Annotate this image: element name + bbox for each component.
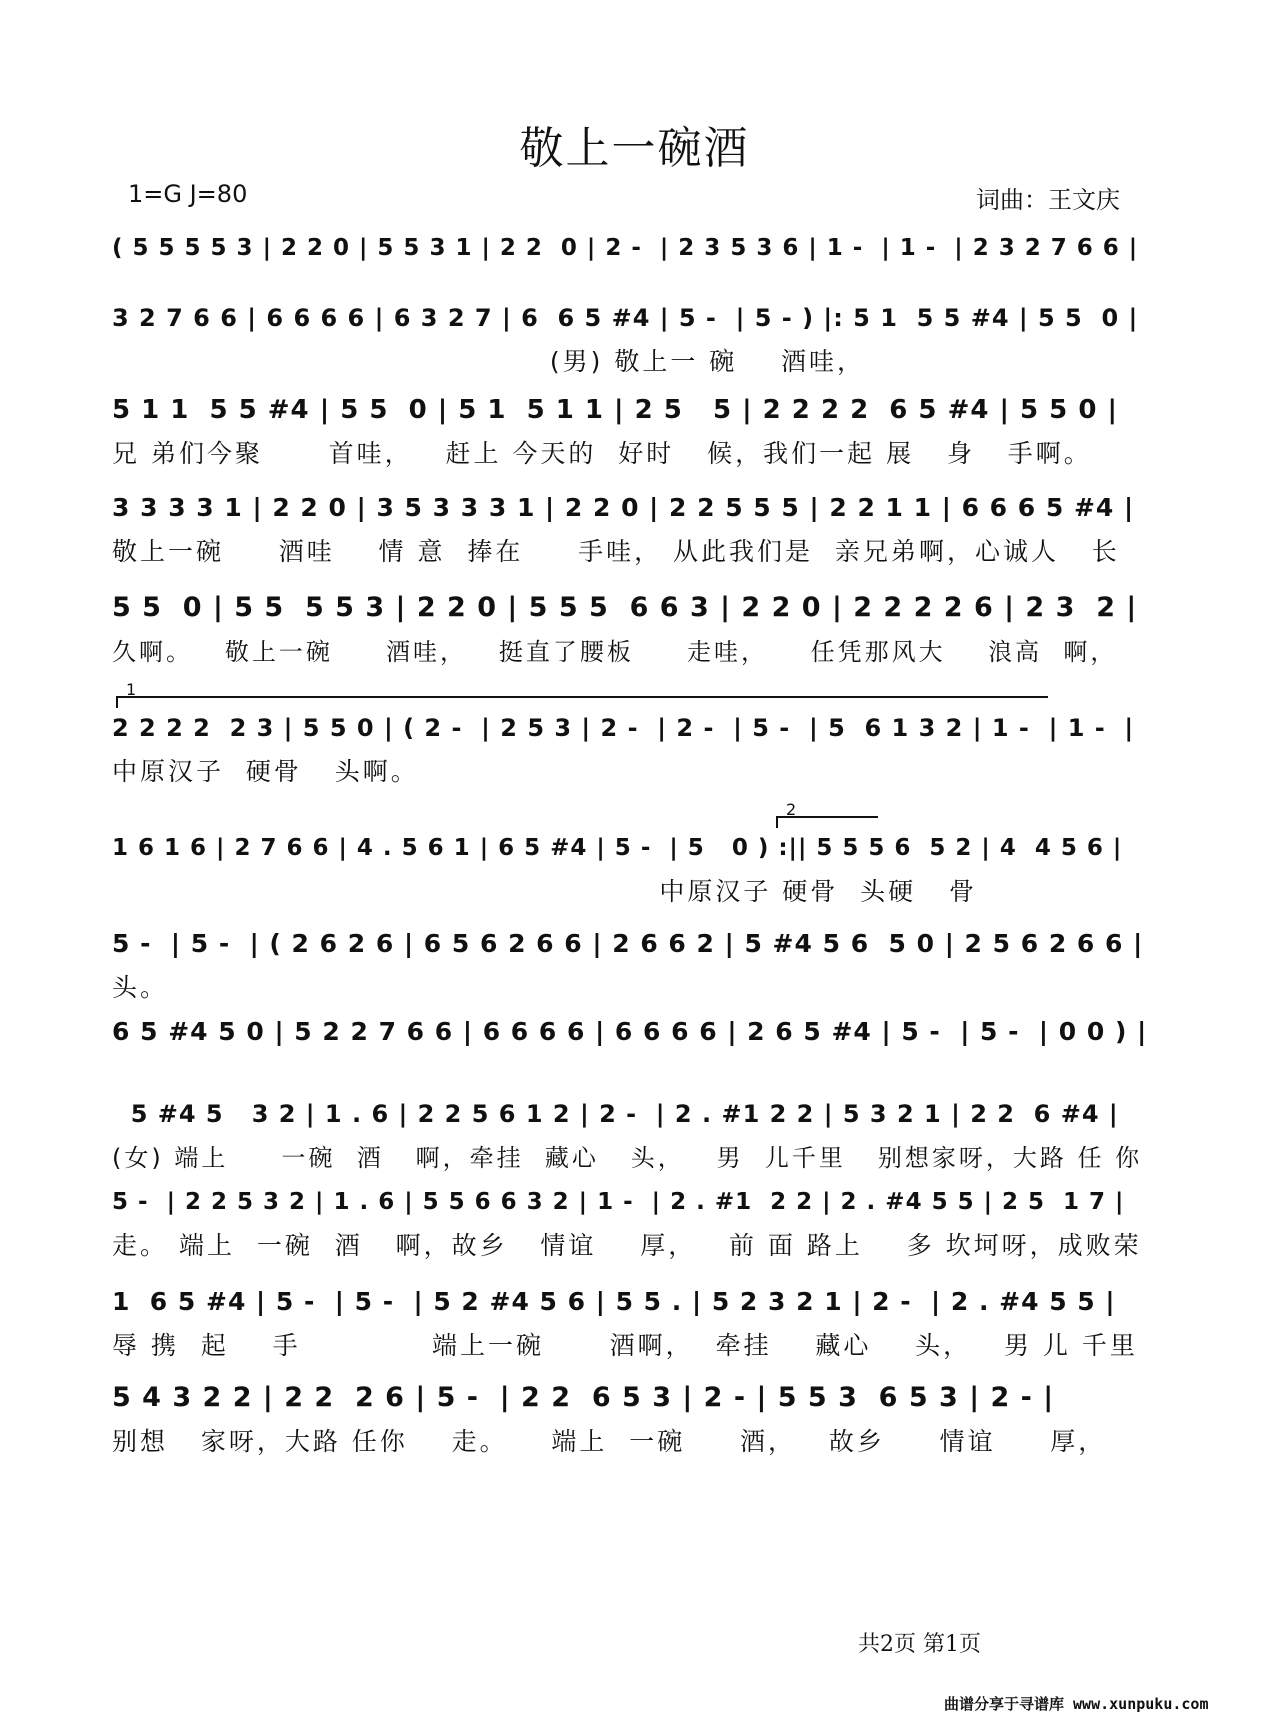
lyrics-row: 头。 (112, 973, 169, 1002)
composer-credit: 词曲：王文庆 (976, 186, 1120, 214)
score-line (112, 826, 1152, 916)
watermark: 曲谱分享于寻谱库 www.xunpuku.com (944, 1695, 1209, 1713)
key-tempo: 1=G J=80 (128, 180, 248, 208)
lyrics-row: 敬上一碗 酒哇 情 意 捧在 手哇， 从此我们是 亲兄弟啊，心诚人 长 (112, 537, 1120, 566)
score-line (112, 706, 1152, 796)
notation-row: 5 1 1 5 5 #4 | 5 5 0 | 5 1 5 1 1 | 2 5 5 | 2 2 2 2 6 5 #4 | 5 5 0 | (112, 395, 1118, 425)
notation-row: 2 2 2 2 2 3 | 5 5 0 | ( 2 - | 2 5 3 | 2 - | 2 - | 5 - | 5 6 1 3 2 | 1 - | 1 - | (112, 714, 1135, 742)
score-line (112, 388, 1152, 478)
notation-row: 5 - | 5 - | ( 2 6 2 6 | 6 5 6 2 6 6 | 2 6 6 2 | 5 #4 5 6 5 0 | 2 5 6 2 6 6 | (112, 929, 1144, 958)
lyrics-row: (女) 端上 一碗 酒 啊，牵挂 藏心 头， 男 儿千里 别想家呀，大路 任 你 (112, 1144, 1143, 1172)
score-line (112, 586, 1152, 676)
notation-row: 5 5 0 | 5 5 5 5 3 | 2 2 0 | 5 5 5 6 6 3 | 2 2 0 | 2 2 2 2 6 | 2 3 2 | (112, 592, 1138, 623)
score-title: 敬上一碗酒 (519, 123, 750, 174)
lyrics-row (112, 1056, 1152, 1096)
lyrics-row: 兄 弟们今聚 首哇， 赶上 今天的 好时 候，我们一起 展 身 手啊。 (112, 439, 1092, 468)
volta-first (116, 680, 1048, 708)
notation-row: 6 5 #4 5 0 | 5 2 2 7 6 6 | 6 6 6 6 | 6 6 6 6 | 2 6 5 #4 | 5 - | 5 - | 0 0 ) | (112, 1017, 1148, 1046)
score-line (112, 296, 1152, 386)
notation-row: 5 #4 5 3 2 | 1 . 6 | 2 2 5 6 1 2 | 2 - | 2 . #1 2 2 | 5 3 2 1 | 2 2 6 #4 | (112, 1100, 1119, 1128)
score-line (112, 922, 1152, 1012)
lyrics-row: 别想 家呀，大路 任你 走。 端上 一碗 酒， 故乡 情谊 厚， (112, 1427, 1107, 1456)
score-line (112, 486, 1152, 576)
page-footer: 共2页 第1页 (858, 1632, 981, 1657)
lyrics-row: 久啊。 敬上一碗 酒哇， 挺直了腰板 走哇， 任凭那风大 浪高 啊， (112, 638, 1118, 666)
notation-row: 3 3 3 3 1 | 2 2 0 | 3 5 3 3 3 1 | 2 2 0 | 2 2 5 5 5 | 2 2 1 1 | 6 6 6 5 #4 | (112, 493, 1135, 522)
volta-second-number: 2 (786, 800, 797, 819)
notation-row: 5 4 3 2 2 | 2 2 2 6 | 5 - | 2 2 6 5 3 | 2 - | 5 5 3 6 5 3 | 2 - | (112, 1382, 1055, 1413)
notation-row: 5 - | 2 2 5 3 2 | 1 . 6 | 5 5 6 6 3 2 | 1 - | 2 . #1 2 2 | 2 . #4 5 5 | 2 5 1 7 | (112, 1189, 1125, 1215)
lyrics-row: 辱 携 起 手 端上一碗 酒啊， 牵挂 藏心 头， 男 儿 千里 (112, 1331, 1138, 1360)
score-line (112, 1180, 1152, 1270)
volta-first-number: 1 (126, 680, 137, 699)
score-line (112, 1092, 1152, 1182)
lyrics-row: 中原汉子 硬骨 头啊。 (112, 757, 419, 786)
notation-row: ( 5 5 5 5 3 | 2 2 0 | 5 5 3 1 | 2 2 0 | 2 - | 2 3 5 3 6 | 1 - | 1 - | 2 3 2 7 6 6 | (112, 235, 1139, 261)
score-line (112, 1376, 1152, 1466)
lyrics-row: 走。 端上 一碗 酒 啊，故乡 情谊 厚， 前 面 路上 多 坎坷呀，成败荣 (112, 1231, 1142, 1260)
score-line (112, 1280, 1152, 1370)
score-line (112, 1010, 1152, 1100)
lyrics-row: 中原汉子 硬骨 头硬 骨 (112, 877, 978, 906)
lyrics-row: (男) 敬上一 碗 酒哇， (112, 347, 866, 376)
volta-second (776, 800, 878, 828)
notation-row: 1 6 1 6 | 2 7 6 6 | 4 . 5 6 1 | 6 5 #4 | 5 - | 5 0 ) :|| 5 5 5 6 5 2 | 4 4 5 6 | (112, 835, 1123, 861)
notation-row: 3 2 7 6 6 | 6 6 6 6 | 6 3 2 7 | 6 6 5 #4 | 5 - | 5 - ) |: 5 1 5 5 #4 | 5 5 0 | (112, 304, 1139, 332)
notation-row: 1 6 5 #4 | 5 - | 5 - | 5 2 #4 5 6 | 5 5 . | 5 2 3 2 1 | 2 - | 2 . #4 5 5 | (112, 1287, 1116, 1316)
